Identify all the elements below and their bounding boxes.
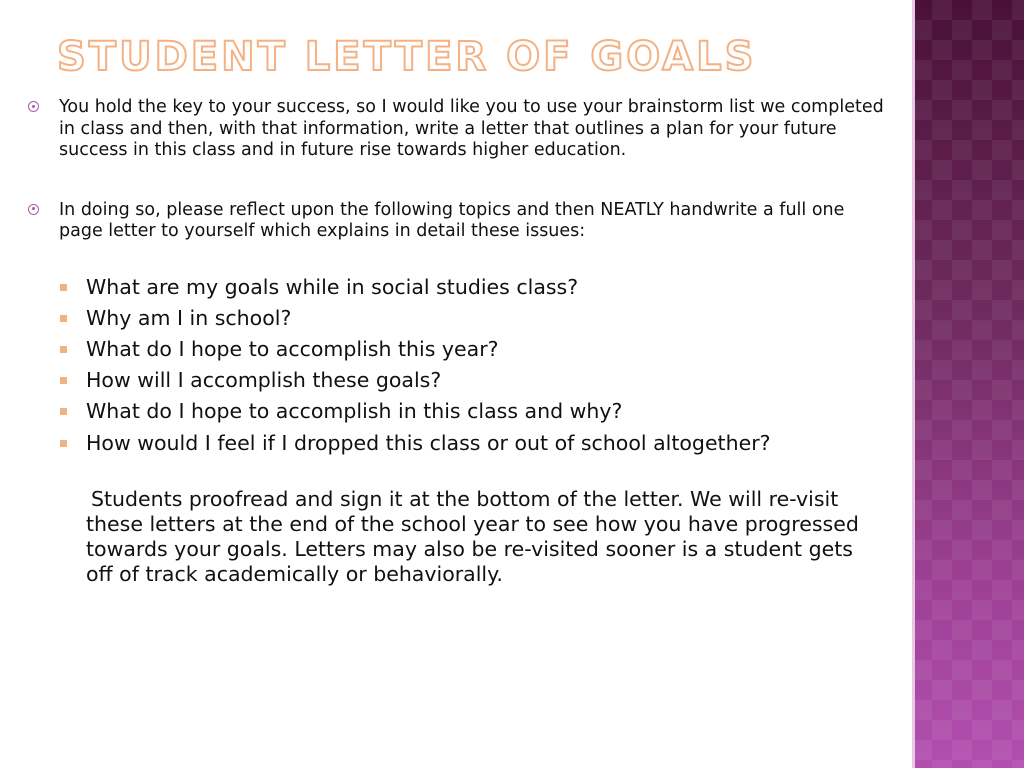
square-bullet-icon: [60, 377, 67, 384]
instruction-paragraph: [28, 200, 888, 243]
list-item: [58, 365, 888, 396]
slide-title: STUDENT LETTER OF GOALS: [57, 34, 757, 80]
side-band-edge: [912, 0, 915, 768]
closing-paragraph: Students proofread and sign it at the bottom of the letter. We will re-visit these letters at the end of the school year to see how you have progressed towards your goals. Letters may also be re-visited sooner is a student gets off of track academically or behaviorally.: [86, 486, 859, 586]
question-text: Why am I in school?: [86, 305, 292, 330]
instruction-paragraph-text: In doing so, please reflect upon the following topics and then NEATLY handwrite a full one page letter to yourself which explains in detail these issues:: [59, 199, 845, 241]
question-text: What are my goals while in social studies class?: [86, 274, 579, 299]
side-band-pattern: [912, 0, 1024, 768]
list-item: [58, 272, 888, 303]
square-bullet-icon: [60, 408, 67, 415]
question-text: What do I hope to accomplish this year?: [86, 336, 499, 361]
list-item: [58, 396, 888, 427]
circle-bullet-icon: [28, 204, 39, 215]
square-bullet-icon: [60, 440, 67, 447]
decorative-side-band: [912, 0, 1024, 768]
circle-bullet-icon: [28, 101, 39, 112]
intro-paragraph: [28, 97, 888, 162]
question-text: How would I feel if I dropped this class or out of school altogether?: [86, 430, 771, 455]
slide-content: [28, 97, 888, 587]
square-bullet-icon: [60, 284, 67, 291]
list-item: [58, 334, 888, 365]
question-text: What do I hope to accomplish in this class and why?: [86, 399, 623, 424]
list-item: [58, 428, 888, 459]
question-text: How will I accomplish these goals?: [86, 368, 442, 393]
intro-paragraph-text: You hold the key to your success, so I would like you to use your brainstorm list we completed in class and then, with that information, write a letter that outlines a plan for your future success in this class and in future rise towards higher education.: [59, 97, 884, 160]
list-item: [58, 303, 888, 334]
square-bullet-icon: [60, 315, 67, 322]
question-list: [58, 272, 888, 459]
square-bullet-icon: [60, 346, 67, 353]
